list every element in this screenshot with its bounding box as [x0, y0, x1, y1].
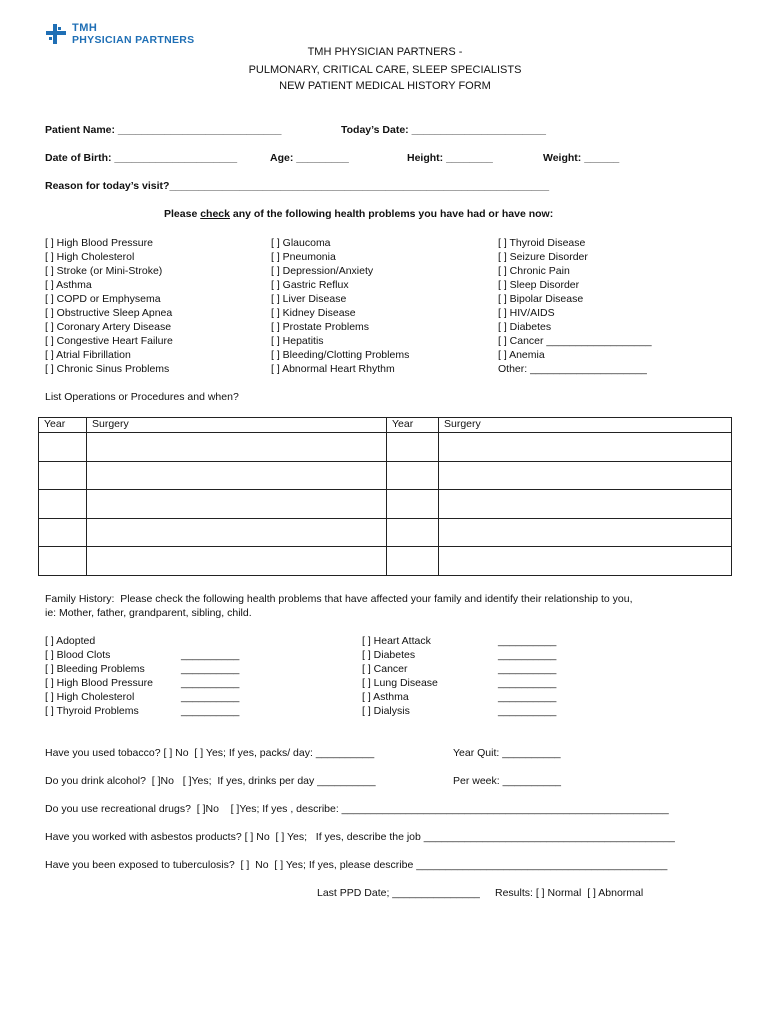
check-prompt — [164, 208, 553, 220]
alcohol-question[interactable]: Do you drink alcohol? [ ]No [ ]Yes; If yes, drinks per day __________ — [45, 775, 376, 787]
relationship-blank[interactable]: __________ — [498, 635, 557, 647]
condition-item[interactable]: [ ] Congestive Heart Failure — [45, 335, 173, 347]
relationship-blank[interactable]: __________ — [498, 705, 557, 717]
condition-item[interactable]: [ ] Obstructive Sleep Apnea — [45, 307, 173, 319]
condition-item[interactable]: [ ] Kidney Disease — [271, 307, 356, 319]
family-left-col — [45, 634, 153, 718]
surgery-cell[interactable] — [439, 547, 732, 576]
family-history-prompt-line1: Family History: Please check the following health problems that have affected your family and identify their relationship to you, — [45, 593, 633, 605]
condition-item[interactable]: [ ] Sleep Disorder — [498, 279, 580, 291]
asbestos-question[interactable]: Have you worked with asbestos products? [ ] No [ ] Yes; If yes, describe the job ___________________________________________ — [45, 831, 675, 843]
condition-item[interactable]: [ ] Anemia — [498, 349, 545, 361]
family-item[interactable]: [ ] Dialysis — [362, 705, 410, 717]
check-prompt-pre: Please — [164, 208, 201, 220]
relationship-blank[interactable]: __________ — [498, 649, 557, 661]
conditions-col1 — [45, 236, 173, 376]
family-item[interactable]: [ ] Blood Clots — [45, 649, 111, 661]
condition-item[interactable]: [ ] Glaucoma — [271, 237, 331, 249]
relationship-blank[interactable]: __________ — [181, 691, 240, 703]
todays-date-field[interactable]: Today’s Date: _______________________ — [341, 124, 546, 136]
family-right-blanks — [498, 634, 556, 718]
condition-item[interactable]: [ ] High Blood Pressure — [45, 237, 153, 249]
family-item[interactable]: [ ] Bleeding Problems — [45, 663, 145, 675]
relationship-blank[interactable]: __________ — [181, 677, 240, 689]
table-row — [39, 461, 732, 490]
condition-item[interactable]: [ ] Chronic Pain — [498, 265, 570, 277]
relationship-blank[interactable]: __________ — [181, 705, 240, 717]
family-item[interactable]: [ ] Adopted — [45, 635, 96, 647]
condition-item[interactable]: [ ] Chronic Sinus Problems — [45, 363, 170, 375]
ppd-results-field[interactable]: Results: [ ] Normal [ ] Abnormal — [495, 887, 644, 899]
condition-item[interactable]: [ ] COPD or Emphysema — [45, 293, 161, 305]
surgery-cell[interactable] — [87, 518, 387, 547]
relationship-blank[interactable] — [181, 634, 239, 648]
ppd-date-field[interactable]: Last PPD Date; _______________ — [317, 887, 480, 899]
year-cell[interactable] — [387, 547, 439, 576]
table-row — [39, 518, 732, 547]
year-cell[interactable] — [39, 547, 87, 576]
condition-item[interactable]: [ ] Atrial Fibrillation — [45, 349, 131, 361]
condition-item[interactable]: [ ] High Cholesterol — [45, 251, 135, 263]
surgery-cell[interactable] — [439, 461, 732, 490]
year-cell[interactable] — [39, 461, 87, 490]
age-field[interactable]: Age: _________ — [270, 152, 349, 164]
patient-name-field[interactable]: Patient Name: ____________________________ — [45, 124, 282, 136]
family-item[interactable]: [ ] Cancer — [362, 663, 408, 675]
form-title-line2: PULMONARY, CRITICAL CARE, SLEEP SPECIALISTS — [248, 64, 522, 76]
condition-item[interactable]: [ ] Coronary Artery Disease — [45, 321, 172, 333]
condition-item[interactable]: [ ] HIV/AIDS — [498, 307, 555, 319]
form-title-line1: TMH PHYSICIAN PARTNERS - — [307, 46, 463, 58]
family-history-prompt-line2: ie: Mother, father, grandparent, sibling, child. — [45, 607, 252, 619]
header-surgery: Surgery — [439, 418, 732, 433]
surgery-cell[interactable] — [439, 518, 732, 547]
family-item[interactable]: [ ] High Blood Pressure — [45, 677, 153, 689]
relationship-blank[interactable]: __________ — [181, 649, 240, 661]
surgery-cell[interactable] — [87, 461, 387, 490]
relationship-blank[interactable]: __________ — [181, 663, 240, 675]
year-cell[interactable] — [387, 461, 439, 490]
condition-item[interactable]: [ ] Prostate Problems — [271, 321, 370, 333]
table-row — [39, 490, 732, 519]
condition-item[interactable]: [ ] Asthma — [45, 279, 92, 291]
family-item[interactable]: [ ] Heart Attack — [362, 635, 431, 647]
check-prompt-post: any of the following health problems you have had or have now: — [229, 208, 554, 220]
surgery-cell[interactable] — [439, 490, 732, 519]
operations-prompt: List Operations or Procedures and when? — [45, 391, 239, 403]
family-item[interactable]: [ ] Thyroid Problems — [45, 705, 139, 717]
reason-field[interactable]: Reason for today’s visit?_________________________________________________________________ — [45, 180, 550, 192]
conditions-col2 — [271, 236, 409, 376]
per-week-field[interactable]: Per week: __________ — [453, 775, 561, 787]
condition-item[interactable]: [ ] Hepatitis — [271, 335, 324, 347]
tuberculosis-question[interactable]: Have you been exposed to tuberculosis? [ ] No [ ] Yes; If yes, please describe ___________________________________________ — [45, 859, 668, 871]
header-year: Year — [387, 418, 439, 433]
header-surgery: Surgery — [87, 418, 387, 433]
surgery-cell[interactable] — [439, 433, 732, 462]
year-cell[interactable] — [387, 518, 439, 547]
surgery-cell[interactable] — [87, 547, 387, 576]
tobacco-question[interactable]: Have you used tobacco? [ ] No [ ] Yes; If yes, packs/ day: __________ — [45, 747, 375, 759]
family-item[interactable]: [ ] Asthma — [362, 691, 409, 703]
weight-field[interactable]: Weight: ______ — [543, 152, 620, 164]
drugs-question[interactable]: Do you use recreational drugs? [ ]No [ ]Yes; If yes , describe: ________________________________________________________ — [45, 803, 669, 815]
condition-item[interactable]: [ ] Diabetes — [498, 321, 552, 333]
year-cell[interactable] — [387, 433, 439, 462]
table-row — [39, 433, 732, 462]
condition-item[interactable]: [ ] Depression/Anxiety — [271, 265, 374, 277]
family-right-col — [362, 634, 438, 718]
check-prompt-emph: check — [200, 208, 230, 220]
family-item[interactable]: [ ] High Cholesterol — [45, 691, 135, 703]
header-year: Year — [39, 418, 87, 433]
height-field[interactable]: Height: ________ — [407, 152, 493, 164]
condition-item[interactable]: [ ] Seizure Disorder — [498, 251, 588, 263]
year-cell[interactable] — [39, 490, 87, 519]
table-row — [39, 547, 732, 576]
year-cell[interactable] — [39, 518, 87, 547]
condition-item[interactable]: [ ] Stroke (or Mini-Stroke) — [45, 265, 163, 277]
year-cell[interactable] — [39, 433, 87, 462]
conditions-col3 — [498, 236, 652, 376]
family-item[interactable]: [ ] Lung Disease — [362, 677, 438, 689]
relationship-blank[interactable]: __________ — [498, 691, 557, 703]
surgery-cell[interactable] — [87, 433, 387, 462]
form-title-line3: NEW PATIENT MEDICAL HISTORY FORM — [279, 80, 491, 92]
relationship-blank[interactable]: __________ — [498, 663, 557, 675]
cross-logo-icon — [46, 24, 68, 46]
year-quit-field[interactable]: Year Quit: __________ — [453, 747, 561, 759]
condition-item[interactable]: [ ] Cancer __________________ — [498, 335, 652, 347]
logo-text-tmh: TMH — [72, 22, 98, 34]
surgery-table — [38, 417, 732, 576]
relationship-blank[interactable]: __________ — [498, 677, 557, 689]
dob-field[interactable]: Date of Birth: _____________________ — [45, 152, 238, 164]
condition-item[interactable]: [ ] Gastric Reflux — [271, 279, 349, 291]
condition-item[interactable]: [ ] Bipolar Disease — [498, 293, 584, 305]
condition-item-other[interactable]: Other: ____________________ — [498, 363, 647, 375]
surgery-cell[interactable] — [87, 490, 387, 519]
condition-item[interactable]: [ ] Thyroid Disease — [498, 237, 586, 249]
family-left-blanks — [181, 634, 239, 718]
table-header-row — [39, 418, 732, 433]
condition-item[interactable]: [ ] Bleeding/Clotting Problems — [271, 349, 410, 361]
condition-item[interactable]: [ ] Abnormal Heart Rhythm — [271, 363, 395, 375]
condition-item[interactable]: [ ] Pneumonia — [271, 251, 336, 263]
year-cell[interactable] — [387, 490, 439, 519]
condition-item[interactable]: [ ] Liver Disease — [271, 293, 347, 305]
family-item[interactable]: [ ] Diabetes — [362, 649, 416, 661]
logo-text-physician-partners: PHYSICIAN PARTNERS — [72, 34, 195, 46]
